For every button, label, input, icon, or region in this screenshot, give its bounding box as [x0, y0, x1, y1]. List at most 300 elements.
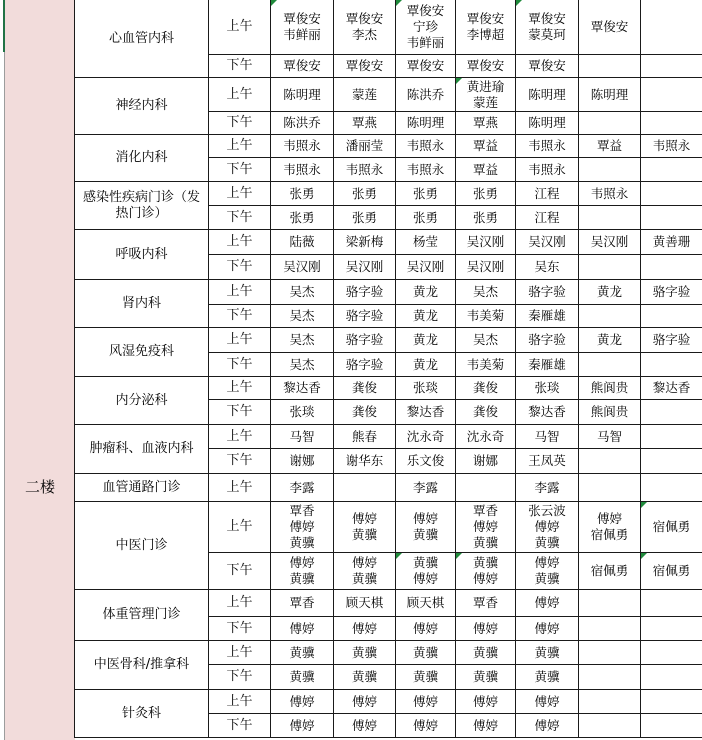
schedule-cell[interactable] — [579, 377, 641, 400]
schedule-cell[interactable] — [334, 714, 396, 738]
schedule-cell[interactable] — [641, 206, 702, 230]
schedule-cell[interactable] — [271, 474, 334, 502]
department-name[interactable]: 呼吸内科 — [75, 230, 209, 280]
schedule-cell[interactable] — [271, 590, 334, 617]
schedule-cell[interactable] — [334, 400, 396, 425]
doctor-name: 张勇 — [289, 209, 315, 225]
doctor-name: 吴汉刚 — [406, 259, 445, 274]
session-time[interactable]: 下午 — [209, 112, 271, 135]
schedule-cell[interactable] — [396, 206, 456, 230]
schedule-cell[interactable] — [456, 255, 516, 280]
doctor-name: 覃香 — [289, 595, 315, 610]
schedule-cell[interactable] — [396, 112, 456, 135]
doctor-name: 韦照永 — [590, 185, 629, 201]
schedule-cell[interactable] — [641, 182, 702, 206]
schedule-cell[interactable] — [516, 425, 579, 449]
schedule-cell[interactable] — [516, 553, 579, 590]
schedule-cell[interactable] — [396, 590, 456, 617]
schedule-cell[interactable] — [516, 0, 579, 55]
schedule-cell[interactable] — [579, 280, 641, 305]
schedule-cell[interactable] — [579, 425, 641, 449]
doctor-name: 覃俊安 — [528, 58, 566, 73]
schedule-cell[interactable] — [396, 135, 456, 158]
doctor-name: 黄骥 — [412, 669, 438, 684]
schedule-cell[interactable] — [271, 255, 334, 280]
doctor-name: 傅婷 — [351, 511, 377, 526]
doctor-name: 黄骥 — [472, 555, 498, 570]
schedule-cell[interactable] — [641, 425, 702, 449]
schedule-cell[interactable] — [396, 474, 456, 502]
schedule-cell[interactable] — [641, 590, 702, 617]
schedule-cell[interactable] — [271, 425, 334, 449]
schedule-cell[interactable] — [271, 78, 334, 112]
session-time[interactable]: 上午 — [209, 280, 271, 305]
schedule-cell[interactable] — [456, 690, 516, 714]
doctor-name: 张勇 — [351, 185, 377, 201]
schedule-cell[interactable] — [516, 55, 579, 78]
schedule-cell[interactable] — [579, 665, 641, 690]
schedule-cell[interactable] — [516, 158, 579, 182]
schedule-cell[interactable] — [579, 353, 641, 377]
department-name[interactable]: 中医骨科/推拿科 — [75, 641, 209, 690]
schedule-cell[interactable] — [396, 182, 456, 206]
schedule-cell[interactable] — [456, 400, 516, 425]
schedule-cell[interactable] — [334, 78, 396, 112]
session-time[interactable]: 下午 — [209, 55, 271, 78]
doctor-name: 吴汉刚 — [283, 259, 321, 274]
session-time[interactable]: 上午 — [209, 425, 271, 449]
doctor-name: 黎达香 — [283, 380, 321, 395]
schedule-cell[interactable] — [456, 182, 516, 206]
schedule-cell[interactable] — [334, 182, 396, 206]
schedule-cell[interactable] — [579, 449, 641, 474]
doctor-name: 张勇 — [472, 209, 498, 225]
schedule-cell[interactable] — [334, 135, 396, 158]
schedule-row — [75, 78, 702, 112]
schedule-cell[interactable] — [396, 353, 456, 377]
doctor-name: 江程 — [534, 209, 560, 225]
session-time[interactable]: 下午 — [209, 353, 271, 377]
schedule-cell[interactable] — [456, 353, 516, 377]
doctor-name: 覃俊安 — [466, 11, 505, 26]
session-time[interactable]: 下午 — [209, 665, 271, 690]
schedule-cell[interactable] — [396, 665, 456, 690]
doctor-name: 韦照永 — [406, 161, 445, 177]
schedule-cell[interactable] — [396, 55, 456, 78]
doctor-name: 覃俊安 — [283, 11, 321, 26]
schedule-cell[interactable] — [579, 714, 641, 738]
schedule-cell[interactable] — [579, 158, 641, 182]
session-time[interactable]: 上午 — [209, 690, 271, 714]
schedule-cell[interactable] — [396, 425, 456, 449]
schedule-cell[interactable] — [516, 135, 579, 158]
session-time[interactable]: 上午 — [209, 377, 271, 400]
schedule-cell[interactable] — [456, 590, 516, 617]
department-name[interactable]: 肾内科 — [75, 280, 209, 328]
schedule-cell[interactable] — [579, 255, 641, 280]
schedule-cell[interactable] — [396, 641, 456, 665]
schedule-cell[interactable] — [516, 230, 579, 255]
doctor-name: 傅婷 — [289, 693, 315, 709]
session-time[interactable]: 上午 — [209, 135, 271, 158]
department-name[interactable]: 风湿免疫科 — [75, 328, 209, 377]
department-name[interactable]: 感染性疾病门诊（发热门诊） — [75, 182, 209, 230]
schedule-cell[interactable] — [579, 230, 641, 255]
schedule-cell[interactable] — [334, 590, 396, 617]
doctor-name: 骆字验 — [652, 284, 691, 299]
schedule-cell[interactable] — [396, 714, 456, 738]
schedule-cell[interactable] — [334, 206, 396, 230]
schedule-cell[interactable] — [334, 255, 396, 280]
schedule-cell[interactable] — [579, 206, 641, 230]
schedule-cell[interactable] — [641, 112, 702, 135]
schedule-cell[interactable] — [456, 665, 516, 690]
schedule-cell[interactable] — [396, 690, 456, 714]
schedule-cell[interactable] — [334, 449, 396, 474]
schedule-cell[interactable] — [579, 55, 641, 78]
doctor-name: 骆字验 — [345, 332, 384, 347]
department-name[interactable]: 针灸科 — [75, 690, 209, 738]
schedule-cell[interactable] — [334, 690, 396, 714]
schedule-cell[interactable] — [271, 714, 334, 738]
doctor-name: 李露 — [289, 479, 315, 495]
schedule-cell[interactable] — [334, 553, 396, 590]
schedule-cell[interactable] — [456, 135, 516, 158]
schedule-cell[interactable] — [516, 400, 579, 425]
schedule-cell[interactable] — [271, 353, 334, 377]
session-time[interactable]: 下午 — [209, 206, 271, 230]
schedule-row — [75, 182, 702, 206]
doctor-name: 张勇 — [412, 185, 438, 201]
schedule-cell[interactable] — [456, 112, 516, 135]
schedule-cell[interactable] — [396, 280, 456, 305]
schedule-cell[interactable] — [516, 280, 579, 305]
schedule-cell[interactable] — [516, 78, 579, 112]
schedule-cell[interactable] — [456, 714, 516, 738]
schedule-cell[interactable] — [334, 230, 396, 255]
schedule-cell[interactable] — [456, 617, 516, 641]
schedule-cell[interactable] — [271, 377, 334, 400]
session-time[interactable]: 上午 — [209, 590, 271, 617]
schedule-cell[interactable] — [334, 158, 396, 182]
doctor-name: 覃香 — [472, 595, 498, 610]
session-time[interactable]: 上午 — [209, 328, 271, 353]
doctor-name: 黄龙 — [412, 308, 438, 323]
doctor-name: 沈永奇 — [406, 428, 445, 444]
schedule-cell[interactable] — [456, 158, 516, 182]
schedule-cell[interactable] — [579, 328, 641, 353]
doctor-name: 黄骥 — [472, 535, 498, 550]
schedule-cell[interactable] — [516, 449, 579, 474]
session-time[interactable]: 下午 — [209, 617, 271, 641]
session-time[interactable]: 下午 — [209, 255, 271, 280]
doctor-name: 陈明理 — [590, 86, 629, 102]
schedule-cell[interactable] — [271, 305, 334, 328]
schedule-cell[interactable] — [579, 400, 641, 425]
doctor-name: 马智 — [534, 428, 560, 444]
doctor-name: 韦照永 — [528, 138, 566, 153]
schedule-cell[interactable] — [456, 502, 516, 553]
schedule-cell[interactable] — [641, 502, 702, 553]
schedule-cell[interactable] — [334, 305, 396, 328]
doctor-name: 韦照永 — [652, 138, 691, 153]
session-time[interactable]: 上午 — [209, 78, 271, 112]
doctor-name: 陈洪乔 — [406, 86, 445, 102]
doctor-name: 陈明理 — [283, 86, 321, 102]
schedule-cell[interactable] — [641, 158, 702, 182]
schedule-cell[interactable] — [641, 617, 702, 641]
department-name[interactable]: 心血管内科 — [75, 0, 209, 78]
schedule-cell[interactable] — [334, 328, 396, 353]
doctor-name: 傅婷 — [351, 693, 377, 709]
department-name[interactable]: 中医门诊 — [75, 502, 209, 590]
session-time[interactable]: 下午 — [209, 553, 271, 590]
doctor-name: 黄骥 — [351, 644, 377, 660]
schedule-cell[interactable] — [396, 0, 456, 55]
schedule-cell[interactable] — [456, 377, 516, 400]
doctor-name: 傅婷 — [596, 511, 622, 526]
schedule-cell[interactable] — [396, 230, 456, 255]
session-time[interactable]: 下午 — [209, 158, 271, 182]
doctor-name: 黄骥 — [289, 669, 315, 684]
schedule-cell[interactable] — [579, 590, 641, 617]
schedule-cell[interactable] — [271, 0, 334, 55]
doctor-name: 张勇 — [472, 185, 498, 201]
schedule-cell[interactable] — [516, 255, 579, 280]
doctor-name: 傅婷 — [534, 693, 560, 709]
schedule-cell[interactable] — [641, 230, 702, 255]
schedule-cell[interactable] — [516, 502, 579, 553]
department-name[interactable]: 内分泌科 — [75, 377, 209, 425]
schedule-cell[interactable] — [396, 617, 456, 641]
schedule-cell[interactable] — [271, 230, 334, 255]
schedule-cell[interactable] — [271, 280, 334, 305]
schedule-cell[interactable] — [641, 78, 702, 112]
schedule-cell[interactable] — [516, 641, 579, 665]
schedule-cell[interactable] — [641, 474, 702, 502]
schedule-cell[interactable] — [456, 78, 516, 112]
schedule-cell[interactable] — [516, 690, 579, 714]
department-name[interactable]: 消化内科 — [75, 135, 209, 182]
doctor-name: 韦美菊 — [466, 356, 505, 372]
schedule-cell[interactable] — [271, 641, 334, 665]
schedule-cell[interactable] — [396, 377, 456, 400]
schedule-cell[interactable] — [396, 255, 456, 280]
doctor-name: 陈明理 — [406, 115, 445, 130]
schedule-cell[interactable] — [516, 182, 579, 206]
doctor-name: 傅婷 — [412, 717, 438, 733]
schedule-cell[interactable] — [641, 280, 702, 305]
schedule-cell[interactable] — [579, 135, 641, 158]
session-time[interactable]: 下午 — [209, 449, 271, 474]
schedule-cell[interactable] — [396, 328, 456, 353]
schedule-cell[interactable] — [334, 502, 396, 553]
department-name[interactable]: 神经内科 — [75, 78, 209, 135]
schedule-cell[interactable] — [334, 0, 396, 55]
schedule-cell[interactable] — [396, 158, 456, 182]
doctor-name: 张勇 — [289, 185, 315, 201]
doctor-name: 傅婷 — [534, 620, 560, 636]
schedule-cell[interactable] — [271, 665, 334, 690]
schedule-cell[interactable] — [271, 553, 334, 590]
schedule-cell[interactable] — [334, 641, 396, 665]
schedule-cell[interactable] — [456, 425, 516, 449]
schedule-cell[interactable] — [456, 280, 516, 305]
schedule-cell[interactable] — [579, 641, 641, 665]
schedule-row — [75, 0, 702, 55]
schedule-cell[interactable] — [334, 425, 396, 449]
schedule-cell[interactable] — [516, 665, 579, 690]
schedule-cell[interactable] — [271, 449, 334, 474]
department-name[interactable]: 血管通路门诊 — [75, 474, 209, 502]
schedule-cell[interactable] — [271, 690, 334, 714]
doctor-name: 吴汉刚 — [590, 234, 629, 249]
doctor-name: 马智 — [596, 428, 622, 444]
session-time[interactable]: 下午 — [209, 714, 271, 738]
schedule-cell[interactable] — [334, 665, 396, 690]
schedule-cell[interactable] — [516, 353, 579, 377]
schedule-cell[interactable] — [641, 714, 702, 738]
error-indicator-icon — [396, 0, 402, 6]
doctor-name: 王凤英 — [528, 453, 566, 468]
doctor-name: 黄骥 — [351, 571, 377, 586]
session-time[interactable]: 上午 — [209, 502, 271, 553]
schedule-cell[interactable] — [456, 553, 516, 590]
schedule-cell[interactable] — [641, 0, 702, 55]
schedule-cell[interactable] — [641, 449, 702, 474]
schedule-cell[interactable] — [396, 400, 456, 425]
schedule-cell[interactable] — [456, 449, 516, 474]
doctor-name: 黄龙 — [596, 284, 622, 299]
doctor-name: 覃俊安 — [406, 3, 445, 18]
schedule-cell[interactable] — [334, 353, 396, 377]
floor-cell[interactable] — [5, 0, 75, 740]
schedule-cell[interactable] — [456, 474, 516, 502]
department-name[interactable]: 体重管理门诊 — [75, 590, 209, 641]
schedule-cell[interactable] — [456, 230, 516, 255]
schedule-row — [75, 230, 702, 255]
schedule-cell[interactable] — [456, 305, 516, 328]
schedule-cell[interactable] — [579, 0, 641, 55]
schedule-cell[interactable] — [271, 55, 334, 78]
schedule-cell[interactable] — [334, 474, 396, 502]
schedule-cell[interactable] — [334, 377, 396, 400]
schedule-cell[interactable] — [396, 305, 456, 328]
schedule-cell[interactable] — [456, 641, 516, 665]
doctor-name: 黄善珊 — [652, 234, 691, 249]
schedule-cell[interactable] — [516, 714, 579, 738]
doctor-name: 覃益 — [472, 138, 498, 153]
session-time[interactable]: 上午 — [209, 182, 271, 206]
schedule-cell[interactable] — [271, 182, 334, 206]
schedule-cell[interactable] — [271, 502, 334, 553]
schedule-cell[interactable] — [271, 206, 334, 230]
schedule-cell[interactable] — [641, 641, 702, 665]
schedule-cell[interactable] — [641, 665, 702, 690]
schedule-cell[interactable] — [334, 55, 396, 78]
doctor-name: 傅婷 — [534, 595, 560, 610]
doctor-name: 黄骥 — [412, 644, 438, 660]
schedule-cell[interactable] — [396, 449, 456, 474]
doctor-name: 李露 — [412, 479, 438, 495]
schedule-cell[interactable] — [456, 206, 516, 230]
schedule-cell[interactable] — [271, 112, 334, 135]
schedule-cell[interactable] — [579, 78, 641, 112]
schedule-cell[interactable] — [579, 182, 641, 206]
session-time[interactable]: 上午 — [209, 0, 271, 55]
schedule-cell[interactable] — [516, 590, 579, 617]
schedule-cell[interactable] — [516, 474, 579, 502]
schedule-cell[interactable] — [579, 502, 641, 553]
schedule-cell[interactable] — [396, 502, 456, 553]
doctor-name: 黄骥 — [289, 571, 315, 586]
doctor-name: 黎达香 — [528, 404, 566, 419]
doctor-name: 李露 — [534, 479, 560, 495]
doctor-name: 宿佩勇 — [652, 519, 691, 534]
schedule-cell[interactable] — [516, 328, 579, 353]
schedule-cell[interactable] — [641, 255, 702, 280]
schedule-cell[interactable] — [641, 400, 702, 425]
schedule-cell[interactable] — [579, 617, 641, 641]
schedule-cell[interactable] — [579, 553, 641, 590]
schedule-cell[interactable] — [456, 55, 516, 78]
schedule-cell[interactable] — [579, 305, 641, 328]
doctor-name: 吴杰 — [472, 284, 498, 299]
session-time[interactable]: 下午 — [209, 400, 271, 425]
schedule-cell[interactable] — [579, 112, 641, 135]
schedule-cell[interactable] — [516, 112, 579, 135]
schedule-cell[interactable] — [271, 617, 334, 641]
schedule-cell[interactable] — [641, 135, 702, 158]
schedule-cell[interactable] — [641, 328, 702, 353]
schedule-cell[interactable] — [396, 553, 456, 590]
department-name[interactable]: 肿瘤科、血液内科 — [75, 425, 209, 474]
schedule-cell[interactable] — [456, 0, 516, 55]
schedule-cell[interactable] — [641, 353, 702, 377]
schedule-cell[interactable] — [579, 474, 641, 502]
schedule-cell[interactable] — [271, 135, 334, 158]
doctor-name: 杨莹 — [412, 234, 438, 249]
schedule-cell[interactable] — [334, 112, 396, 135]
doctor-name: 吴杰 — [289, 308, 315, 323]
session-time[interactable]: 上午 — [209, 474, 271, 502]
doctor-name: 陈明理 — [528, 115, 566, 130]
session-time[interactable]: 上午 — [209, 641, 271, 665]
schedule-cell[interactable] — [271, 328, 334, 353]
doctor-name: 韦照永 — [406, 138, 445, 153]
schedule-cell[interactable] — [516, 617, 579, 641]
schedule-cell[interactable] — [516, 377, 579, 400]
schedule-cell[interactable] — [641, 377, 702, 400]
schedule-cell[interactable] — [271, 158, 334, 182]
schedule-cell[interactable] — [516, 305, 579, 328]
doctor-name: 黎达香 — [652, 380, 691, 395]
schedule-cell[interactable] — [641, 553, 702, 590]
schedule-cell[interactable] — [396, 78, 456, 112]
schedule-cell[interactable] — [579, 690, 641, 714]
schedule-cell[interactable] — [334, 280, 396, 305]
schedule-cell[interactable] — [271, 400, 334, 425]
doctor-name: 傅婷 — [534, 717, 560, 733]
session-time[interactable]: 下午 — [209, 305, 271, 328]
schedule-cell[interactable] — [641, 55, 702, 78]
schedule-cell[interactable] — [641, 305, 702, 328]
schedule-cell[interactable] — [516, 206, 579, 230]
schedule-cell[interactable] — [641, 690, 702, 714]
schedule-cell[interactable] — [334, 617, 396, 641]
session-time[interactable]: 上午 — [209, 230, 271, 255]
schedule-cell[interactable] — [456, 328, 516, 353]
